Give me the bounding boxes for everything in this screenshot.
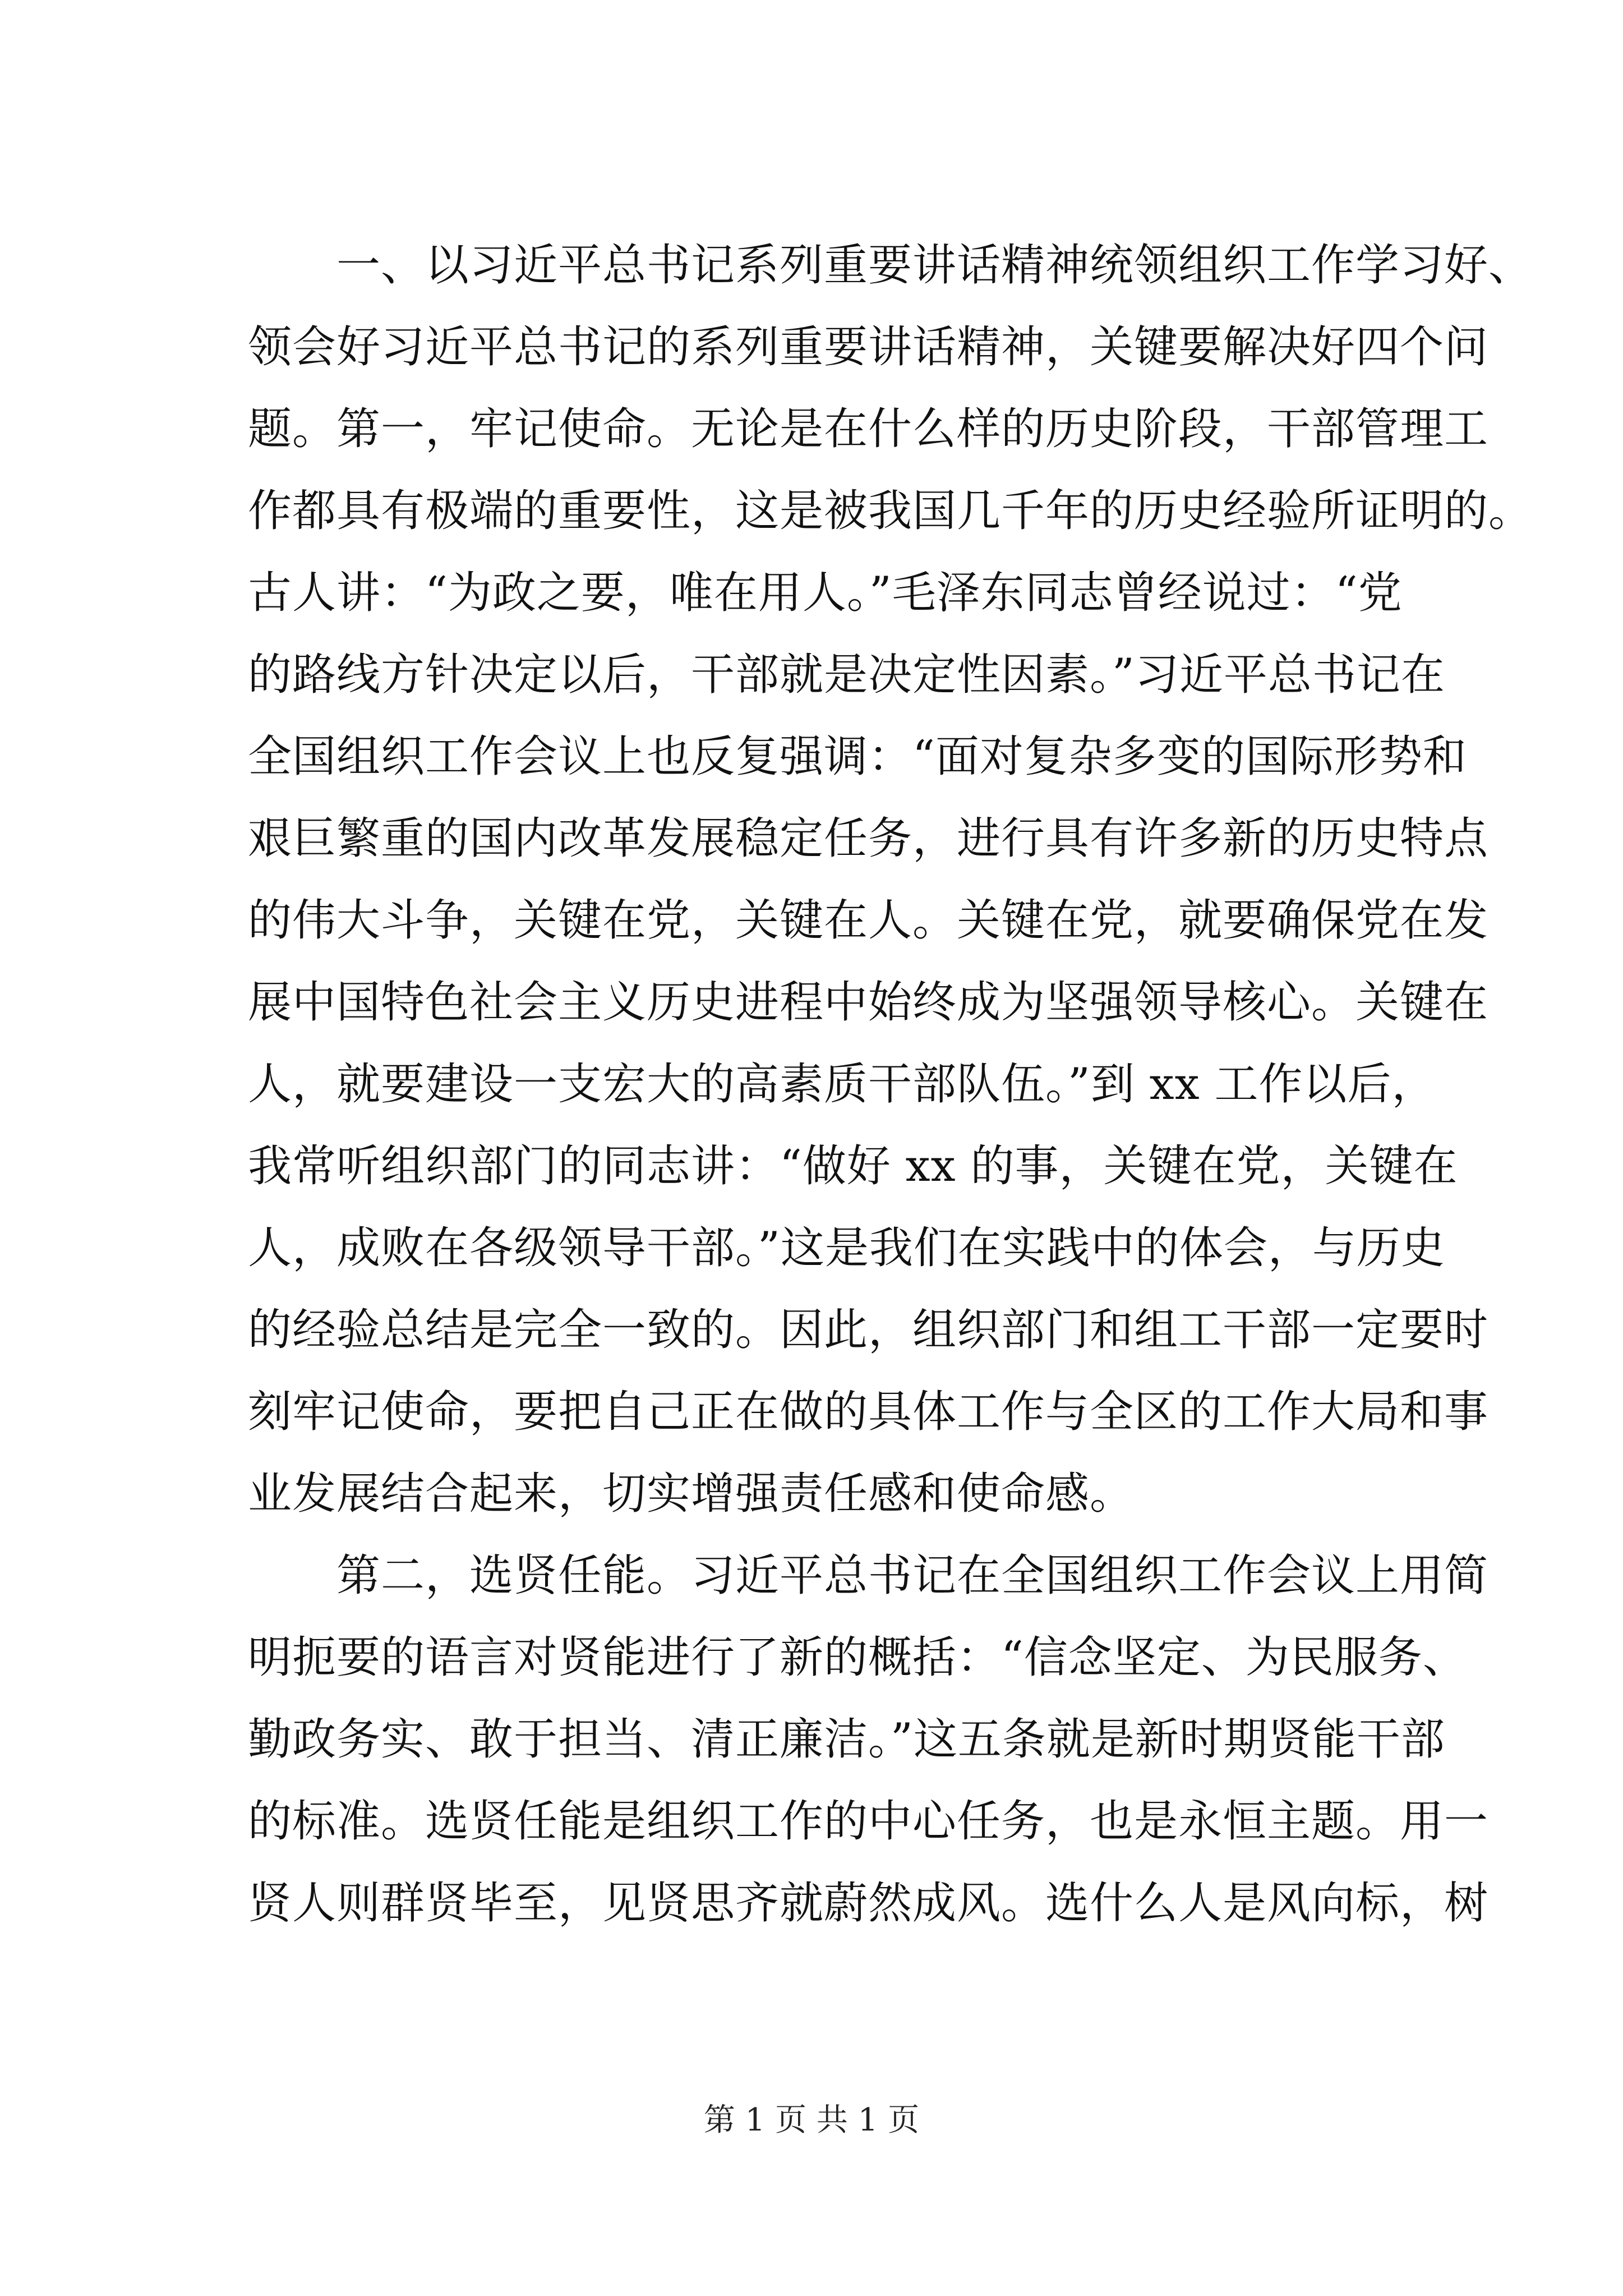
text-line: 领会好习近平总书记的系列重要讲话精神，关键要解决好四个问 — [248, 322, 1489, 372]
text-line: 刻牢记使命，要把自己正在做的具体工作与全区的工作大局和事 — [248, 1387, 1489, 1437]
text-line: 明扼要的语言对贤能进行了新的概括：“信念坚定、为民服务、 — [248, 1632, 1467, 1683]
page-number-label: 第 1 页 共 1 页 — [703, 2102, 920, 2138]
text-line: 作都具有极端的重要性，这是被我国几千年的历史经验所证明的。 — [248, 486, 1533, 536]
text-line: 古人讲：“为政之要，唯在用人。”毛泽东同志曾经说过：“党 — [248, 568, 1403, 618]
text-line: 贤人则群贤毕至，见贤思齐就蔚然成风。选什么人是风向标，树 — [248, 1878, 1489, 1929]
text-line: 勤政务实、敢于担当、清正廉洁。”这五条就是新时期贤能干部 — [248, 1714, 1445, 1765]
text-line: 展中国特色社会主义历史进程中始终成为坚强领导核心。关键在 — [248, 977, 1489, 1028]
text-line: 第二，选贤任能。习近平总书记在全国组织工作会议上用简 — [336, 1550, 1489, 1601]
text-line: 人，成败在各级领导干部。”这是我们在实践中的体会，与历史 — [248, 1223, 1445, 1273]
text-line: 题。第一，牢记使命。无论是在什么样的历史阶段，干部管理工 — [248, 404, 1489, 454]
text-line: 的经验总结是完全一致的。因此，组织部门和组工干部一定要时 — [248, 1305, 1489, 1355]
text-line: 的路线方针决定以后，干部就是决定性因素。”习近平总书记在 — [248, 650, 1445, 700]
text-line: 的伟大斗争，关键在党，关键在人。关键在党，就要确保党在发 — [248, 895, 1489, 946]
text-line: 一、以习近平总书记系列重要讲话精神统领组织工作学习好、 — [336, 240, 1533, 291]
page-footer — [0, 2098, 1623, 2143]
text-line: 艰巨繁重的国内改革发展稳定任务，进行具有许多新的历史特点 — [248, 813, 1489, 864]
text-line: 人，就要建设一支宏大的高素质干部队伍。”到 xx 工作以后， — [248, 1059, 1436, 1110]
text-line: 的标准。选贤任能是组织工作的中心任务，也是永恒主题。用一 — [248, 1796, 1489, 1847]
text-line: 业发展结合起来，切实增强责任感和使命感。 — [248, 1469, 1135, 1519]
document-body — [248, 224, 1533, 1944]
text-line: 全国组织工作会议上也反复强调：“面对复杂多变的国际形势和 — [248, 731, 1467, 782]
text-line: 我常听组织部门的同志讲：“做好 xx 的事，关键在党，关键在 — [248, 1141, 1458, 1191]
